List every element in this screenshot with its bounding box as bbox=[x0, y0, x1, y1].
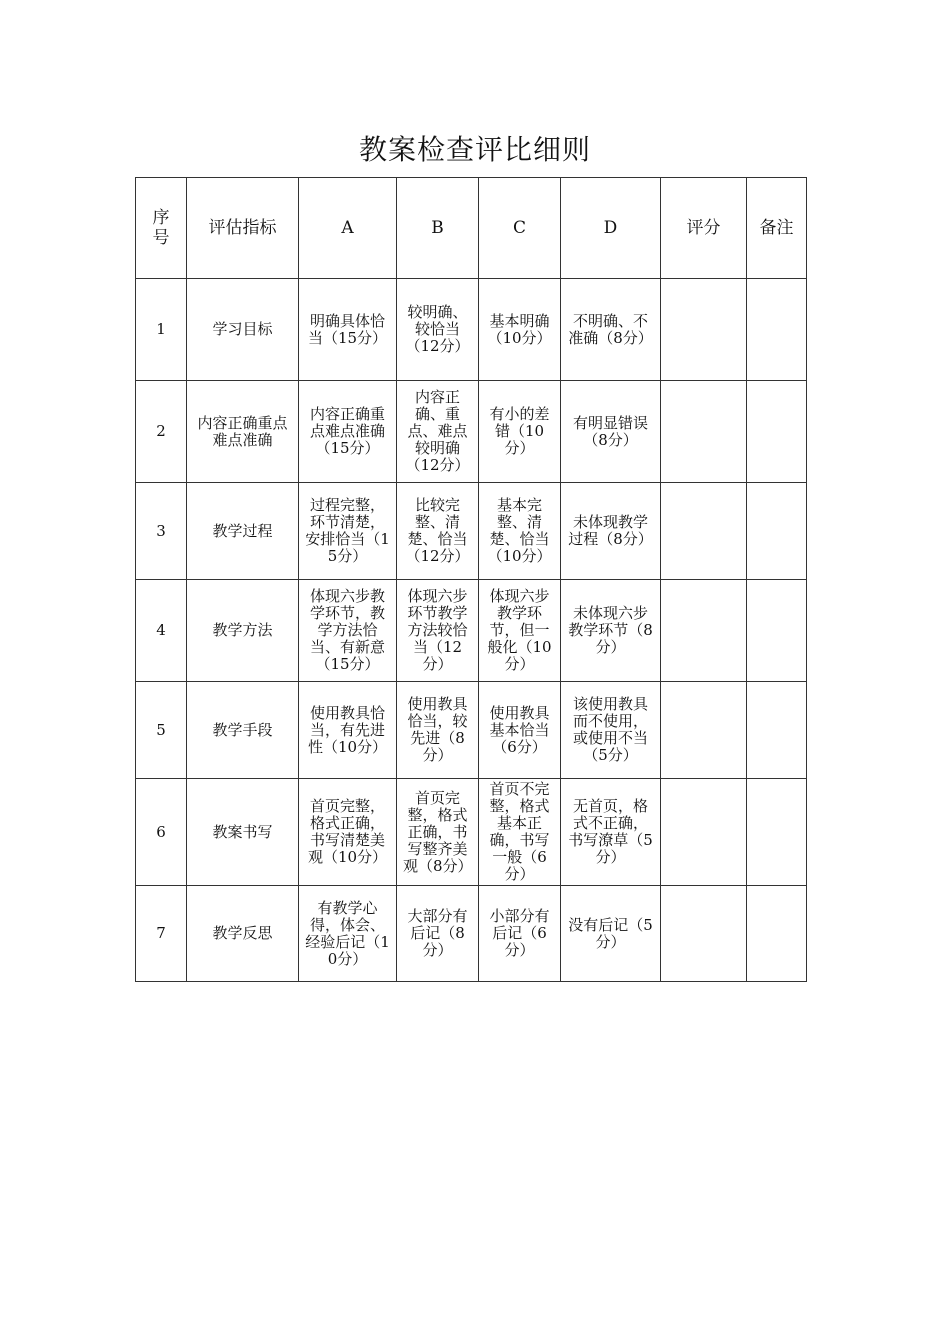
cell-grade-b: 内容正确、重点、难点较明确（12分） bbox=[397, 381, 479, 483]
header-cell-indicator: 评估指标 bbox=[187, 178, 299, 279]
cell-grade-c: 有小的差错（10分） bbox=[479, 381, 561, 483]
table-header-row bbox=[136, 178, 807, 279]
cell-grade-b: 较明确、较恰当（12分） bbox=[397, 279, 479, 381]
cell-grade-b: 大部分有后记（8分） bbox=[397, 886, 479, 982]
cell-indicator: 学习目标 bbox=[187, 279, 299, 381]
cell-note bbox=[747, 779, 807, 886]
cell-grade-a: 内容正确重点难点准确（15分） bbox=[299, 381, 397, 483]
header-cell-score: 评分 bbox=[661, 178, 747, 279]
cell-grade-d: 不明确、不准确（8分） bbox=[561, 279, 661, 381]
cell-grade-c: 体现六步教学环节，但一般化（10分） bbox=[479, 580, 561, 682]
cell-grade-d: 未体现六步教学环节（8分） bbox=[561, 580, 661, 682]
cell-note bbox=[747, 886, 807, 982]
cell-score bbox=[661, 580, 747, 682]
cell-no: 6 bbox=[136, 779, 187, 886]
cell-score bbox=[661, 779, 747, 886]
cell-indicator: 内容正确重点难点准确 bbox=[187, 381, 299, 483]
table-row bbox=[136, 682, 807, 779]
cell-grade-a: 使用教具恰当，有先进性（10分） bbox=[299, 682, 397, 779]
table-row bbox=[136, 580, 807, 682]
cell-grade-a: 首页完整，格式正确，书写清楚美观（10分） bbox=[299, 779, 397, 886]
cell-score bbox=[661, 381, 747, 483]
table-row bbox=[136, 483, 807, 580]
cell-note bbox=[747, 381, 807, 483]
cell-grade-d: 没有后记（5分） bbox=[561, 886, 661, 982]
cell-indicator: 教学方法 bbox=[187, 580, 299, 682]
table-row bbox=[136, 279, 807, 381]
cell-grade-a: 有教学心得，体会、经验后记（10分） bbox=[299, 886, 397, 982]
cell-grade-a: 过程完整，环节清楚，安排恰当（15分） bbox=[299, 483, 397, 580]
header-cell-b: B bbox=[397, 178, 479, 279]
cell-no: 4 bbox=[136, 580, 187, 682]
cell-grade-c: 首页不完整，格式基本正确，书写一般（6分） bbox=[479, 779, 561, 886]
cell-grade-c: 使用教具基本恰当（6分） bbox=[479, 682, 561, 779]
cell-no: 1 bbox=[136, 279, 187, 381]
cell-grade-a: 明确具体恰当（15分） bbox=[299, 279, 397, 381]
cell-score bbox=[661, 279, 747, 381]
cell-grade-c: 小部分有后记（6分） bbox=[479, 886, 561, 982]
cell-score bbox=[661, 682, 747, 779]
cell-grade-d: 无首页，格式不正确，书写潦草（5分） bbox=[561, 779, 661, 886]
table-row bbox=[136, 381, 807, 483]
cell-indicator: 教学反思 bbox=[187, 886, 299, 982]
cell-grade-d: 有明显错误（8分） bbox=[561, 381, 661, 483]
cell-note bbox=[747, 682, 807, 779]
cell-grade-c: 基本完整、清楚、恰当（10分） bbox=[479, 483, 561, 580]
cell-grade-b: 体现六步环节教学方法较恰当（12分） bbox=[397, 580, 479, 682]
table-row bbox=[136, 886, 807, 982]
page-title: 教案检查评比细则 bbox=[358, 133, 591, 166]
cell-no: 2 bbox=[136, 381, 187, 483]
cell-note bbox=[747, 580, 807, 682]
cell-grade-b: 首页完整，格式正确，书写整齐美观（8分） bbox=[397, 779, 479, 886]
cell-indicator: 教学过程 bbox=[187, 483, 299, 580]
cell-note bbox=[747, 279, 807, 381]
cell-note bbox=[747, 483, 807, 580]
cell-grade-b: 使用教具恰当，较先进（8分） bbox=[397, 682, 479, 779]
cell-indicator: 教学手段 bbox=[187, 682, 299, 779]
evaluation-table bbox=[135, 177, 807, 982]
cell-no: 5 bbox=[136, 682, 187, 779]
cell-grade-a: 体现六步教学环节，教学方法恰当、有新意（15分） bbox=[299, 580, 397, 682]
cell-grade-d: 未体现教学过程（8分） bbox=[561, 483, 661, 580]
header-cell-d: D bbox=[561, 178, 661, 279]
cell-grade-b: 比较完整、清楚、恰当（12分） bbox=[397, 483, 479, 580]
header-cell-no: 序号 bbox=[136, 178, 187, 279]
cell-score bbox=[661, 483, 747, 580]
header-cell-note: 备注 bbox=[747, 178, 807, 279]
header-cell-c: C bbox=[479, 178, 561, 279]
cell-score bbox=[661, 886, 747, 982]
cell-no: 3 bbox=[136, 483, 187, 580]
cell-indicator: 教案书写 bbox=[187, 779, 299, 886]
cell-no: 7 bbox=[136, 886, 187, 982]
cell-grade-c: 基本明确（10分） bbox=[479, 279, 561, 381]
table-row bbox=[136, 779, 807, 886]
header-cell-a: A bbox=[299, 178, 397, 279]
cell-grade-d: 该使用教具而不使用，或使用不当（5分） bbox=[561, 682, 661, 779]
